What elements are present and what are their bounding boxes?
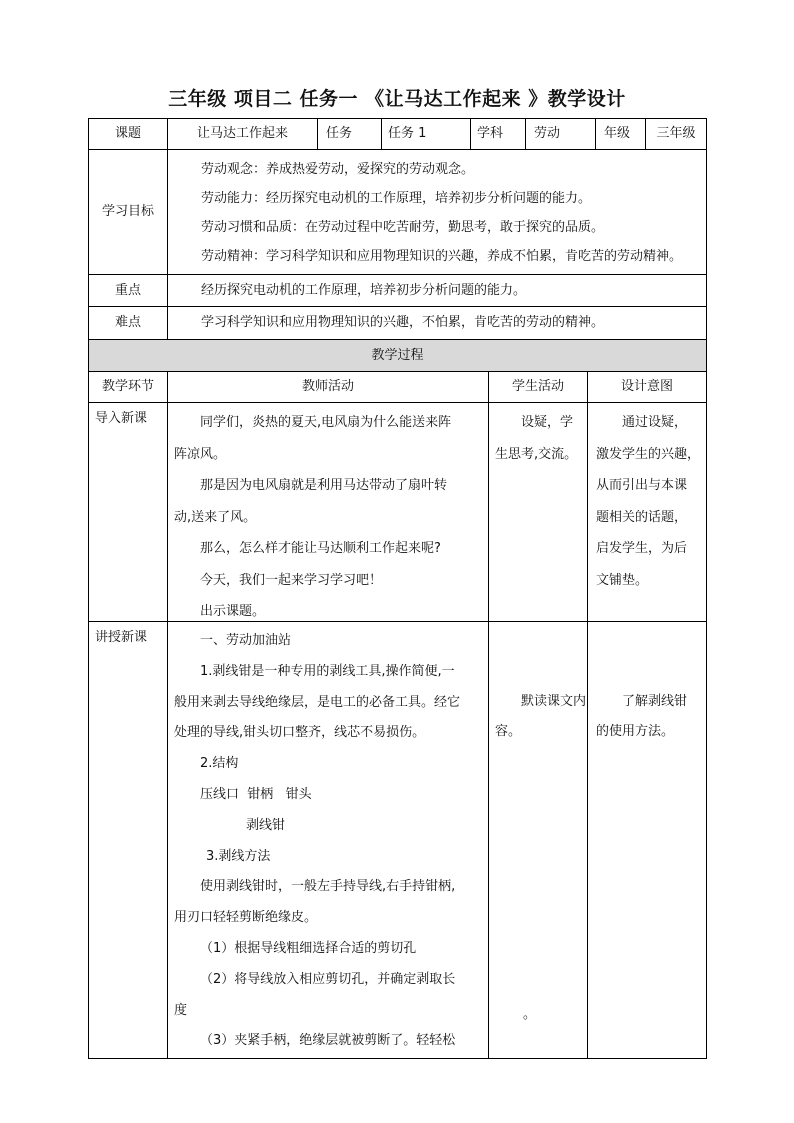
header-teacher: 教师活动 — [167, 371, 489, 403]
teacher-line: 动,送来了风。 — [174, 509, 257, 525]
header-student: 学生活动 — [488, 371, 588, 403]
teacher-line: 今天，我们一起来学习学习吧！ — [200, 572, 383, 588]
teacher-line: （3）夹紧手柄，绝缘层就被剪断了。轻轻松 — [200, 1033, 456, 1049]
cell-grade-label: 年级 — [595, 118, 646, 150]
goal-line: 劳动精神：学习科学知识和应用物理知识的兴趣，养成不怕累，肯吃苦的劳动精神。 — [201, 249, 683, 264]
cell-subject-label: 学科 — [470, 118, 526, 150]
cell-topic-label: 课题 — [88, 118, 168, 150]
student-line: 设疑，学 — [521, 415, 574, 430]
teacher-line: 2.结构 — [200, 756, 239, 772]
cell-key-label: 重点 — [88, 274, 168, 307]
design-line: 激发学生的兴趣， — [596, 446, 701, 462]
student-line: 生思考,交流。 — [495, 446, 578, 462]
goal-line: 劳动观念：养成热爱劳动，爱探究的劳动观念。 — [201, 162, 475, 177]
cell-new-design — [587, 621, 707, 1059]
teacher-line: 处理的导线,钳头切口整齐，线芯不易损伤。 — [174, 725, 426, 741]
design-line: 启发学生，为后 — [596, 541, 688, 556]
goal-line: 劳动习惯和品质：在劳动过程中吃苦耐劳，勤思考，敢于探究的品质。 — [201, 220, 605, 235]
student-mark: 。 — [523, 1007, 537, 1022]
cell-intro-student — [488, 402, 588, 622]
student-line: 容。 — [495, 724, 522, 739]
teacher-line: 那是因为电风扇就是利用马达带动了扇叶转 — [200, 478, 448, 493]
teacher-line: 3.剥线方法 — [206, 848, 271, 864]
cell-task-label: 任务 — [317, 118, 382, 150]
design-line: 从而引出与本课 — [596, 478, 688, 493]
goal-line: 劳动能力：经历探究电动机的工作原理，培养初步分析问题的能力。 — [201, 191, 592, 206]
cell-difficulty-content: 学习科学知识和应用物理知识的兴趣，不怕累，肯吃苦的劳动的精神。 — [167, 306, 707, 340]
design-line: 文铺垫。 — [596, 572, 649, 588]
cell-intro-stage: 导入新课 — [88, 402, 168, 622]
teacher-line: 一、劳动加油站 — [200, 633, 292, 648]
cell-subject-value: 劳动 — [525, 118, 596, 150]
teacher-line: 出示课题。 — [200, 604, 266, 619]
cell-goals-content — [167, 149, 707, 275]
cell-difficulty-label: 难点 — [88, 306, 168, 340]
teacher-line: 般用来剥去导线绝缘层，是电工的必备工具。经它 — [174, 694, 461, 710]
cell-key-content: 经历探究电动机的工作原理，培养初步分析问题的能力。 — [167, 274, 707, 307]
design-line: 题相关的话题， — [596, 509, 688, 525]
design-line: 通过设疑， — [622, 415, 688, 430]
cell-new-teacher — [167, 621, 489, 1059]
cell-intro-teacher — [167, 402, 489, 622]
cell-topic-value: 让马达工作起来 — [167, 118, 318, 150]
teacher-line: 同学们，炎热的夏天,电风扇为什么能送来阵 — [200, 415, 452, 430]
design-line: 了解剥线钳 — [622, 694, 688, 709]
teacher-line: 度 — [174, 1002, 188, 1018]
teacher-line: 阵凉风。 — [174, 446, 227, 462]
teacher-line: （1）根据导线粗细选择合适的剪切孔 — [200, 940, 417, 956]
teacher-line: 使用剥线钳时，一般左手持导线,右手持钳柄, — [200, 879, 456, 895]
teacher-line: 那么，怎么样才能让马达顺利工作起来呢? — [200, 541, 441, 556]
cell-task-value: 任务 1 — [381, 118, 471, 150]
header-design: 设计意图 — [587, 371, 707, 403]
teacher-line: （2）将导线放入相应剪切孔，并确定剥取长 — [200, 971, 456, 987]
cell-new-stage: 讲授新课 — [88, 621, 168, 1059]
teacher-line: 压线口 钳柄 钳头 — [200, 786, 312, 802]
header-stage: 教学环节 — [88, 371, 168, 403]
cell-grade-value: 三年级 — [645, 118, 707, 150]
teacher-line: 1.剥线钳是一种专用的剥线工具,操作简便,一 — [200, 663, 455, 679]
teacher-line: 剥线钳 — [246, 817, 286, 833]
design-line: 的使用方法。 — [596, 724, 675, 739]
teacher-line: 用刃口轻轻剪断绝缘皮。 — [174, 910, 318, 926]
section-process-header: 教学过程 — [88, 339, 707, 372]
cell-intro-design — [587, 402, 707, 622]
cell-new-student — [488, 621, 588, 1059]
cell-goals-label: 学习目标 — [88, 149, 168, 275]
page-title: 三年级 项目二 任务一 《让马达工作起来 》教学设计 — [168, 88, 626, 110]
student-line: 默读课文内 — [521, 694, 587, 709]
